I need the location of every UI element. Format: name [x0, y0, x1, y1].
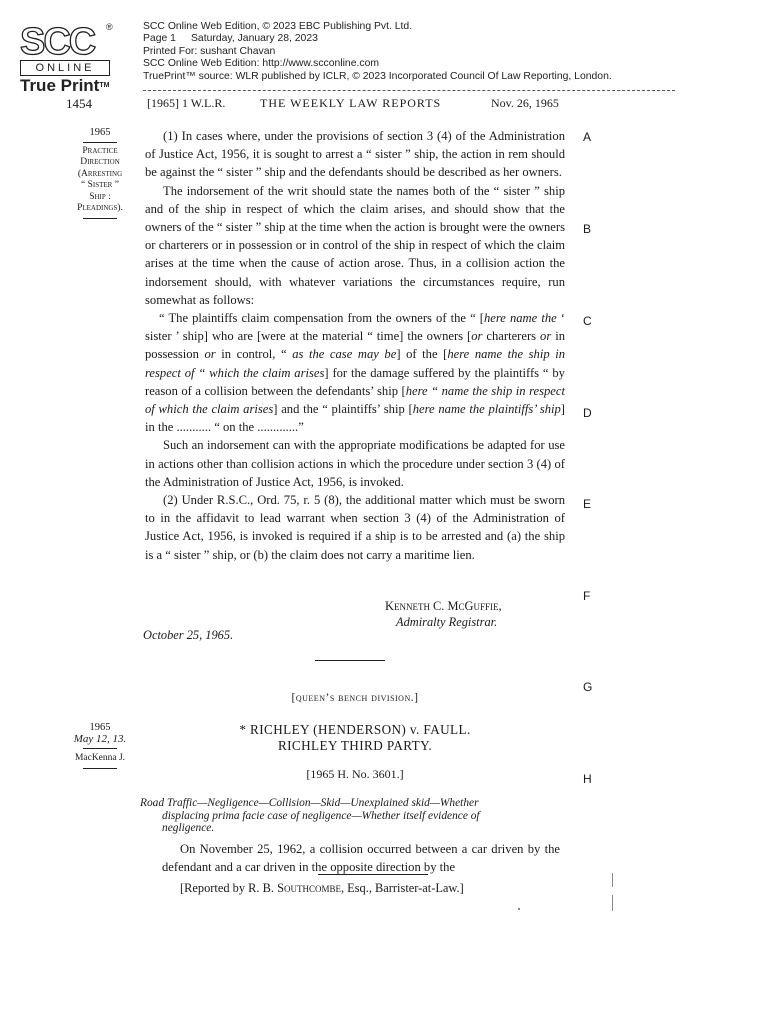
facts-body — [162, 840, 560, 876]
case-dates: May 12, 13. — [73, 732, 127, 745]
margin-line: “ Sister ” — [81, 180, 119, 190]
margin-line: Ship : — [89, 191, 111, 202]
practice-direction-body — [145, 127, 565, 564]
logo-true-print — [20, 76, 109, 96]
paragraph: The indorsement of the writ should state the names both of the “ sister ” ship and of the ship in respect of which the claim arises, and should show that the owners of the “ sister ” ship at the time when the action is brought were the owners or charterers or in possession or in control of the ship in respect of which the claim arises at the time when the cause of action arose. Thus, in a collision action the indorsement should, with whatever variations the circumstances require, run somewhat as follows: — [145, 183, 565, 307]
logo-scc-text: SCC — [20, 21, 95, 63]
margin-letter: G — [583, 680, 593, 694]
scan-mark — [612, 873, 613, 887]
paragraph: (2) Under R.S.C., Ord. 75, r. 5 (8), the additional matter which must be sworn to in the affidavit to lead warrant when section 3 (4) of the Administration of Justice Act, 1956, is invoked is required if a ship is to be arrested and (a) the ship is a “ sister ” ship, or (b) the claim does not carry a maritime lien. — [145, 493, 565, 562]
reporter-name: Southcombe — [277, 881, 341, 895]
margin-line: (Arresting — [77, 168, 123, 179]
registrar-title: Admiralty Registrar. — [396, 615, 498, 629]
catchword-line: negligence. — [162, 822, 215, 835]
registrar-name: Kenneth C. McGuffie, — [385, 599, 502, 613]
header-page-label: Page 1 — [143, 33, 176, 45]
margin-letter: B — [583, 222, 592, 236]
quote-text: in control, “ — [215, 347, 293, 362]
margin-letter: D — [583, 406, 592, 420]
quote-text: ] and the “ plaintiffs’ ship [ — [273, 402, 413, 417]
quote-text: ] of the [ — [396, 347, 448, 362]
quote-text: ] in the ........... “ on the .............” — [145, 402, 565, 435]
direction-date: October 25, 1965. — [143, 628, 234, 642]
catchwords — [140, 797, 565, 835]
header-source: TruePrint™ source: WLR published by ICLR, © 2023 Incorporated Council Of Law Reporting, London. — [143, 70, 612, 82]
margin-line: Practice — [82, 145, 118, 156]
true-print-text: True Print — [20, 76, 100, 95]
margin-letter: A — [583, 130, 592, 144]
quote-italic: or — [540, 329, 552, 344]
header-page-date: Saturday, January 28, 2023 — [191, 33, 318, 45]
quote-italic: here name the ship in respect of “ which the claim arises — [145, 347, 565, 380]
case-title-line-1: * RICHLEY (HENDERSON) v. FAULL. — [239, 722, 471, 737]
scan-mark — [518, 908, 520, 910]
quote-text: ] for the damage suffered by the plaintiffs “ by reason of a collision between the defendants’ ship [ — [145, 365, 565, 398]
margin-rule — [83, 142, 117, 143]
quote-text: ‘ sister ’ ship] who are [were at the material “ time] the owners [ — [145, 311, 565, 344]
margin-line: Pleadings). — [77, 203, 123, 213]
reported-suffix: , Esq., Barrister-at-Law.] — [340, 881, 464, 895]
scc-header — [143, 21, 612, 83]
quote-italic: or — [471, 329, 483, 344]
header-copyright: SCC Online Web Edition, © 2023 EBC Publishing Pvt. Ltd. — [143, 21, 413, 32]
quote-text: in possession — [145, 329, 566, 362]
margin-note-case — [62, 722, 138, 769]
quote-italic: or — [204, 347, 216, 362]
reported-prefix: [Reported by R. B. — [180, 881, 278, 895]
margin-note-practice-direction — [62, 127, 138, 219]
report-date: Nov. 26, 1965 — [491, 96, 559, 110]
section-divider — [315, 660, 385, 661]
header-page — [143, 33, 612, 45]
margin-letter: F — [583, 589, 591, 603]
quote-text: charterers — [482, 329, 541, 344]
paragraph: Such an indorsement can with the appropriate modifications be adapted for use in actions other than collision actions in which the procedure under section 3 (4) of the Administration of Justice Act, 1956, is invoked. — [145, 438, 565, 489]
judge-name: MacKenna J. — [74, 753, 126, 763]
reported-by — [180, 881, 464, 896]
catchword-line: Road Traffic—Negligence—Collision—Skid—Unexplained skid—Whether — [140, 797, 479, 809]
quote-text: “ The plaintiffs claim compensation from the owners of the “ [ — [159, 311, 484, 326]
margin-letter: C — [583, 314, 592, 328]
case-year: 1965 — [89, 722, 111, 733]
paragraph: On November 25, 1962, a collision occurred between a car driven by the defendant and a car driven in the opposite direction by the — [162, 842, 560, 875]
margin-rule — [83, 768, 117, 769]
header-printed-for: Printed For: sushant Chavan — [143, 45, 276, 57]
indorsement-quote — [145, 309, 565, 436]
margin-rule — [83, 218, 117, 219]
quote-italic: as the case may be — [292, 347, 397, 362]
margin-year: 1965 — [89, 127, 111, 138]
report-citation: [1965] 1 W.L.R. — [147, 96, 226, 110]
margin-line: Direction — [80, 157, 120, 167]
margin-letter: E — [583, 497, 592, 511]
header-divider — [143, 90, 675, 91]
margin-letter: H — [583, 772, 592, 786]
page-number: 1454 — [66, 96, 92, 111]
footnote-rule — [318, 874, 428, 875]
case-title-line-2: RICHLEY THIRD PARTY. — [277, 738, 433, 753]
quote-italic: here name the plaintiffs’ ship — [412, 402, 561, 417]
catchword-line: displacing prima facie case of negligence—Whether itself evidence of — [162, 809, 480, 822]
case-number: [1965 H. No. 3601.] — [306, 767, 404, 781]
registered-mark: ® — [106, 22, 113, 32]
scan-mark — [612, 895, 613, 911]
quote-italic: here “ name the ship in respect of which the claim arises — [145, 383, 565, 417]
margin-rule — [83, 748, 117, 749]
header-web-edition: SCC Online Web Edition: http://www.scconline.com — [143, 58, 380, 70]
report-title: THE WEEKLY LAW REPORTS — [260, 96, 442, 110]
court-division: [queen’s bench division.] — [291, 691, 419, 704]
quote-italic: here name the — [483, 311, 557, 326]
paragraph: (1) In cases where, under the provisions of section 3 (4) of the Administration of Justice Act, 1956, it is sought to arrest a “ sister ” ship, the action in rem should be against the “ sister ” ship and the defendants should be described as her owners. — [145, 129, 565, 180]
logo-online-box: ONLINE — [20, 60, 110, 76]
trademark-mark: TM — [99, 82, 110, 89]
